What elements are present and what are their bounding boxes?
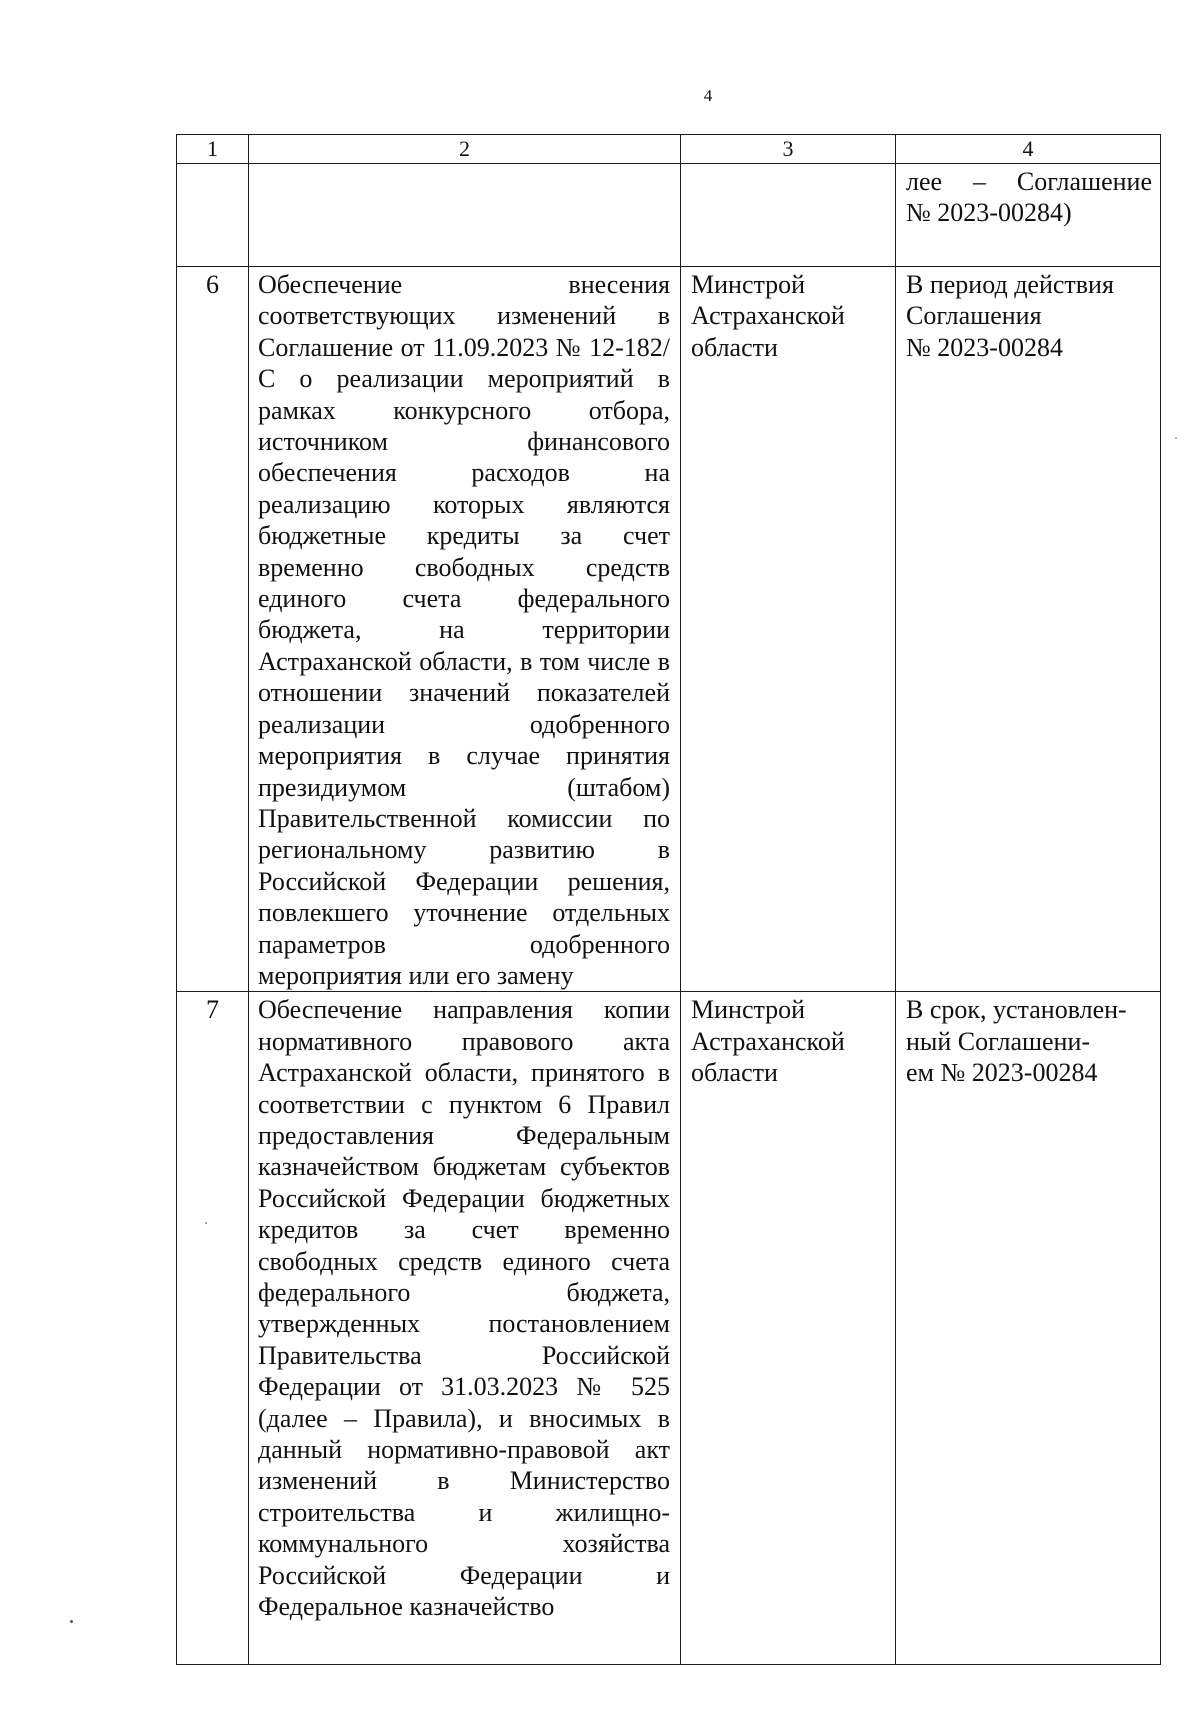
scan-speck: [205, 1222, 207, 1224]
row-number-cell: 6: [177, 267, 249, 992]
executor-line: Минстрой: [691, 270, 806, 299]
table-row: [177, 267, 1161, 992]
table-row-continuation: [177, 164, 1161, 267]
executor-line: Астраханской: [691, 1026, 845, 1056]
deadline-cell: [896, 164, 1161, 267]
action-cell: [249, 164, 681, 267]
action-cell: Обеспечение внесения соответствующих изменений в Соглашение от 11.09.2023 № 12-182/С о реализации мероприятий в рамках конкурсного отбора, источником финансового обеспечения расходов на реализацию которых являются бюджетные кредиты за счет временно свободных средств единого счета федерального бюджета, на территории Астраханской области, в том числе в отношении значений показателей реализации одобренного мероприятия в случае принятия президиумом (штабом) Правительственной комиссии по региональному развитию в Российской Федерации решения, повлекшего уточнение отдельных параметров одобренного мероприятия или его замену: [249, 267, 681, 992]
scan-speck: [1175, 437, 1177, 439]
table-header-row: [177, 135, 1161, 164]
scan-speck: [70, 1620, 73, 1623]
deadline-line: Соглашения: [906, 301, 1042, 331]
measures-table: [176, 134, 1161, 1665]
deadline-cell: [896, 267, 1161, 992]
executor-cell: [681, 992, 896, 1665]
column-header-3: 3: [681, 135, 896, 164]
deadline-line: № 2023-00284): [906, 198, 1072, 228]
executor-line: Минстрой: [691, 995, 806, 1025]
deadline-line: В срок, установлен-: [906, 995, 1127, 1025]
action-cell: Обеспечение направления копии нормативного правового акта Астраханской области, принятого в соответствии с пунктом 6 Правил предоставления Федеральным казначейством бюджетам субъектов Российской Федерации бюджетных кредитов за счет временно свободных средств единого счета федерального бюджета, утвержденных постановлением Правительства Российской Федерации от 31.03.2023 № 525 (далее – Правила), и вносимых в данный нормативно-правовой акт изменений в Министерство строительства и жилищно-коммунального хозяйства Российской Федерации и Федеральное казначейство: [249, 992, 681, 1665]
column-header-2: 2: [249, 135, 681, 164]
executor-line: области: [691, 1058, 778, 1088]
executor-line: области: [691, 332, 778, 362]
table-row: [177, 992, 1161, 1665]
row-number-cell: [177, 164, 249, 267]
deadline-line: ный Соглашени-: [906, 1026, 1091, 1056]
deadline-line: В период действия: [906, 270, 1114, 299]
executor-cell: [681, 267, 896, 992]
column-header-4: 4: [896, 135, 1161, 164]
deadline-cell: [896, 992, 1161, 1665]
executor-cell: [681, 164, 896, 267]
executor-line: Астраханской: [691, 301, 845, 331]
deadline-line: ем № 2023-00284: [906, 1058, 1098, 1088]
deadline-line: № 2023-00284: [906, 332, 1063, 362]
page-number-text: 4: [703, 86, 713, 105]
deadline-line: лее – Соглашение: [906, 167, 1152, 196]
row-number-cell: 7: [177, 992, 249, 1665]
column-header-1: 1: [177, 135, 249, 164]
page-number: [0, 86, 1200, 106]
